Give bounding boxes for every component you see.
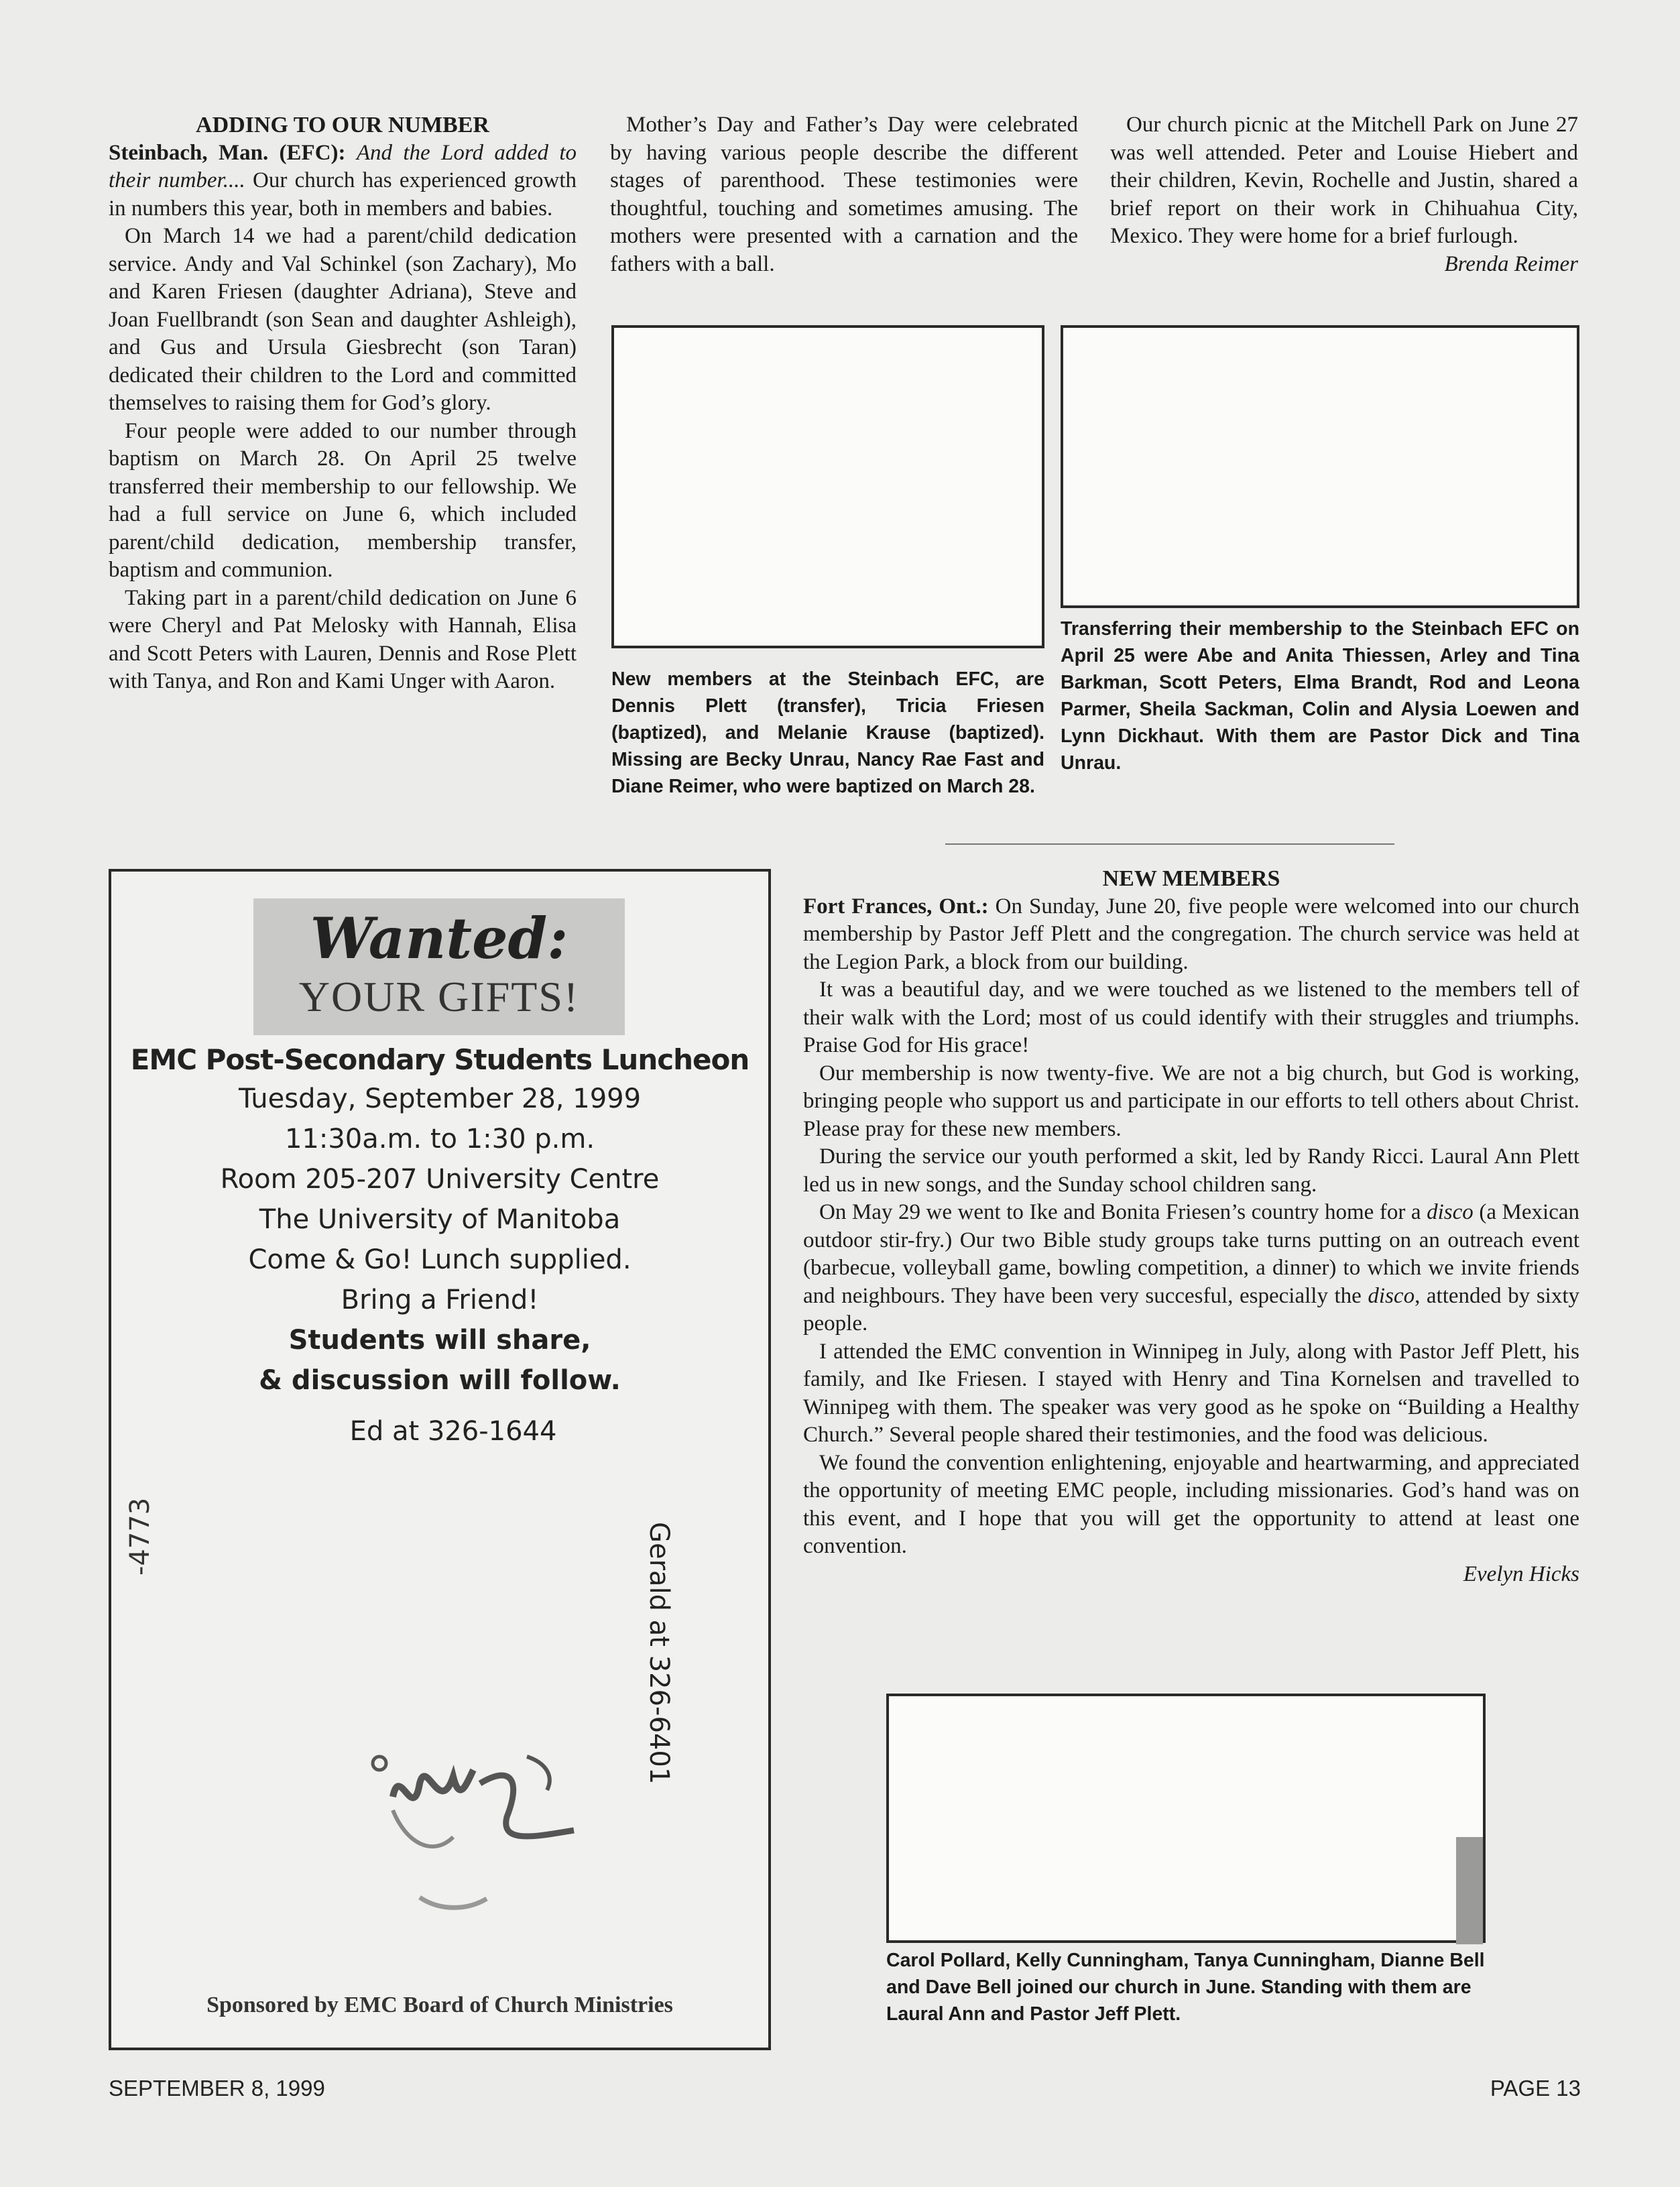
caption-transferring: Transferring their membership to the Steinbach EFC on April 25 were Abe and Anita Thiessen, Arley and Tina Barkman, Scott Peters, Elma Brandt, Rod and Leona Parmer, Sheila Sackman, Colin and Alysia Loewen and Lynn Dickhaut. With them are Pastor Dick and Tina Unrau. xyxy=(1061,618,1579,774)
lead-text: On Sunday, June 20, five people were welcomed into our church membership by Pastor Jeff Plett and the congregation. The church service was held at the Legion Park, a block from our building. xyxy=(803,894,1579,974)
ad-university: The University of Manitoba xyxy=(259,1204,621,1235)
text-run: On May 29 we went to Ike and Bonita Friesen’s country home for a xyxy=(819,1200,1421,1224)
ad-share-line1: Students will share, xyxy=(288,1325,591,1356)
article-paragraph: Taking part in a parent/child dedication on June 6 were Cheryl and Pat Melosky with Hannah, Elisa and Scott Peters with Lauren, Dennis and Rose Plett with Tanya, and Ron and Kami Unger with Aaron. xyxy=(109,585,577,693)
dateline: Fort Frances, Ont.: xyxy=(803,894,989,919)
lead-italic: And the Lord added to their number.... xyxy=(109,140,577,192)
article-paragraph: During the service our youth performed a skit, led by Randy Ricci. Laural Ann Plett led us in new songs, and the Sunday school children sang. xyxy=(803,1144,1579,1197)
photo-new-members xyxy=(611,325,1044,648)
caption-fort-frances: Carol Pollard, Kelly Cunningham, Tanya Cunningham, Dianne Bell and Dave Bell joined our church in June. Standing with them are Laural Ann and Pastor Jeff Plett. xyxy=(886,1950,1485,2025)
photo-edge-fragment xyxy=(1456,1837,1483,1944)
footer-date: SEPTEMBER 8, 1999 xyxy=(109,2076,325,2101)
ad-friend: Bring a Friend! xyxy=(341,1285,539,1315)
article-heading: ADDING TO OUR NUMBER xyxy=(196,113,489,137)
ad-title: EMC Post-Secondary Students Luncheon xyxy=(130,1043,749,1076)
signature: Evelyn Hicks xyxy=(1463,1561,1579,1586)
photo-transferring-members xyxy=(1061,325,1579,608)
wanted-banner xyxy=(253,898,625,1035)
middle-article xyxy=(610,111,1078,278)
wanted-heading: Wanted: xyxy=(310,905,568,971)
dateline: Steinbach, Man. (EFC): xyxy=(109,140,346,165)
illustration-stroke xyxy=(420,1897,487,1907)
caption-new-members: New members at the Steinbach EFC, are Dennis Plett (transfer), Tricia Friesen (baptized), and Melanie Krause (baptized). Missing are Becky Unrau, Nancy Rae Fast and Diane Reimer, who were baptized on March 28. xyxy=(611,668,1044,797)
article-paragraph: It was a beautiful day, and we were touched as we listened to the members tell of their walk with the Lord; most of us could identify with their struggles and triumphs. Praise God for His grace! xyxy=(803,978,1579,1057)
your-gifts-heading: YOUR GIFTS! xyxy=(298,973,580,1020)
signature: Brenda Reimer xyxy=(1444,251,1578,276)
ad-contact-ed: Ed at 326-1644 xyxy=(349,1416,557,1447)
article-paragraph: Our church picnic at the Mitchell Park on June 27 was well attended. Peter and Louise Hiebert and their children, Kevin, Rochelle and Justin, shared a brief report on their work in Chihuahua City, Mexico. They were home for a brief furlough. xyxy=(1110,113,1578,248)
article-paragraph: Four people were added to our number through baptism on March 28. On April 25 twelve transferred their membership to our fellowship. We had a full service on June 6, which included parent/child dedication, membership transfer, baptism and communion. xyxy=(109,418,577,582)
text-run-italic: disco xyxy=(1427,1200,1474,1224)
right-article xyxy=(1110,111,1578,278)
article-paragraph xyxy=(803,1199,1579,1338)
text-run: (a Mexican outdoor stir-fry.) Our two Bible study groups take turns putting on an outreach event (barbecue, volleyball game, bowling competition, a dinner) to which we invite friends and neighbours. They have been very succesful, especially the xyxy=(803,1200,1580,1308)
divider-line xyxy=(945,843,1394,845)
ad-sponsor: Sponsored by EMC Board of Church Ministries xyxy=(206,1993,673,2017)
illustration-dot xyxy=(373,1757,386,1770)
text-run-italic: disco xyxy=(1368,1283,1415,1308)
photo-fort-frances-members xyxy=(886,1694,1486,1943)
article-paragraph: Our membership is now twenty-five. We are not a big church, but God is working, bringing people who support us and participate in our efforts to tell others about Christ. Please pray for these new members. xyxy=(803,1061,1579,1141)
illustration-stroke xyxy=(393,1810,453,1846)
left-article xyxy=(109,111,577,696)
ad-share-line2: & discussion will follow. xyxy=(259,1365,621,1396)
new-members-article xyxy=(803,865,1579,1588)
article-paragraph: I attended the EMC convention in Winnipeg in July, along with Pastor Jeff Plett, his family, and Ike Friesen. I stayed with Henry and Tina Kornelsen and travelled to Winnipeg with them. The speaker was very good as he spoke on “Building a Healthy Church.” Several people shared their testimonies, and the food was delicious. xyxy=(803,1339,1579,1447)
ad-contact-gerald: Gerald at 326-6401 xyxy=(644,1522,674,1785)
article-lead xyxy=(109,139,577,223)
article-lead xyxy=(803,893,1579,977)
article-paragraph: We found the convention enlightening, enjoyable and heartwarming, and appreciated the opportunity of meeting EMC people, including missionaries. God’s hand was on this event, and I hope that you will get the opportunity to attend at least one convention. xyxy=(803,1450,1579,1558)
ad-date: Tuesday, September 28, 1999 xyxy=(238,1083,642,1114)
faded-illustration xyxy=(353,1743,607,1917)
ad-contact-partial: -4773 xyxy=(125,1497,156,1576)
illustration-stroke xyxy=(527,1757,550,1790)
ad-lunch: Come & Go! Lunch supplied. xyxy=(248,1244,632,1275)
article-paragraph: Mother’s Day and Father’s Day were celebrated by having various people describe the different stages of parenthood. These testimonies were thoughtful, touching and sometimes amusing. The mothers were presented with a carnation and the fathers with a ball. xyxy=(610,113,1078,276)
footer-page-number: PAGE 13 xyxy=(1490,2076,1581,2101)
article-paragraph: On March 14 we had a parent/child dedication service. Andy and Val Schinkel (son Zachary), Mo and Karen Friesen (daughter Adriana), Steve and Joan Fuellbrandt (son Sean and daughter Ashleigh), and Gus and Ursula Giesbrecht (son Taran) dedicated their children to the Lord and committed themselves to raising them for God’s glory. xyxy=(109,224,577,415)
ad-room: Room 205-207 University Centre xyxy=(220,1164,660,1195)
article-heading: NEW MEMBERS xyxy=(1102,866,1280,891)
illustration-stroke xyxy=(480,1775,574,1836)
ad-time: 11:30a.m. to 1:30 p.m. xyxy=(284,1124,595,1155)
lead-text: Our church has experienced growth in numbers this year, both in members and babies. xyxy=(109,168,577,221)
illustration-stroke xyxy=(393,1770,473,1798)
text-run: , attended by sixty people. xyxy=(803,1283,1579,1336)
luncheon-ad xyxy=(109,869,771,2050)
